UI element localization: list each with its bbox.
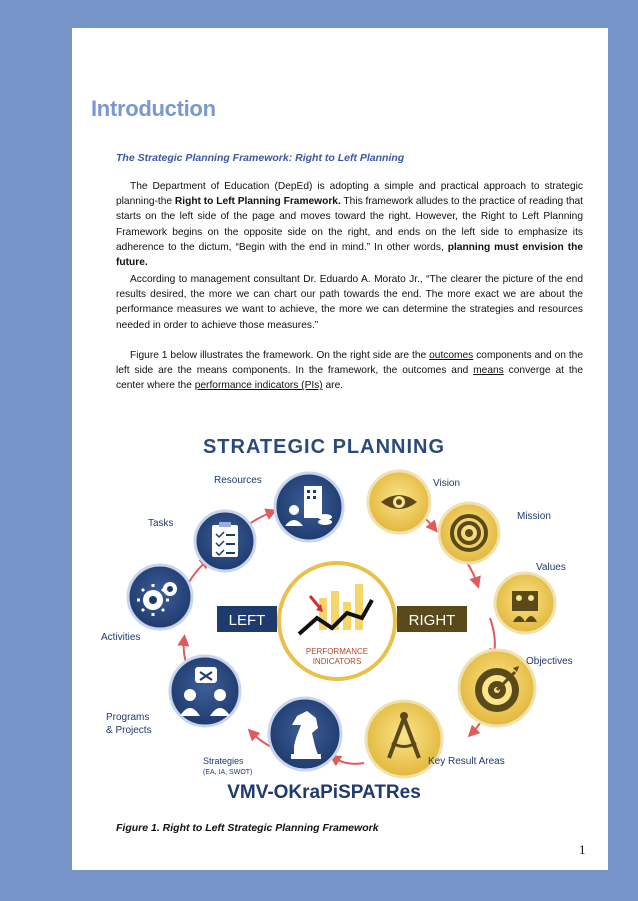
page-heading: Introduction	[91, 96, 216, 121]
p3-underline-pis: performance indicators (PIs)	[194, 380, 323, 392]
p3-text-1: Figure 1 below illustrates the framework. On the right side are the	[130, 350, 430, 361]
p1-text-2: This framework alludes to the practice of reading that starts on the left side of the page and moves toward the right. However, the Right to Left Planning Framework begins on the opposite side on the right, and ends on the left side to emphasize its adherence to the dictum, “Begin with the end in mind.” In other words,	[116, 196, 583, 253]
strategic-planning-figure	[72, 28, 608, 870]
strategies-label: Strategies	[203, 756, 244, 766]
p3-underline-means: means	[473, 365, 504, 377]
p3-text-3: converge at the center where the	[116, 365, 583, 392]
p3-text-2: components and on the left side are the means components. In the framework, the outcomes and	[116, 350, 584, 377]
values-node	[495, 573, 555, 633]
objectives-label: Objectives	[526, 656, 573, 667]
programs-label-2: & Projects	[106, 725, 152, 736]
kra-label: Key Result Areas	[428, 756, 505, 767]
figure-caption: Figure 1. Right to Left Strategic Planning Framework	[116, 822, 379, 834]
p2-text: According to management consultant Dr. Eduardo A. Morato Jr., “The clearer the picture of the end results desired, the more we can chart our path towards the end. The more exact we are about the performance measures we want to achieve, the more we can determine the strategies and resources needed in order to achieve those measures.”	[116, 274, 583, 331]
p1-text-1: The Department of Education (DepEd) is adopting a simple and practical approach to strategic planning-the	[116, 181, 583, 208]
figure-bottom-title: VMV-OKraPiSPATRes	[227, 782, 421, 803]
right-label: RIGHT	[408, 612, 456, 629]
programs-node	[170, 656, 240, 726]
vision-label: Vision	[433, 478, 461, 489]
tasks-node	[195, 511, 255, 571]
tasks-label: Tasks	[148, 518, 174, 529]
clipboard-checklist-icon	[212, 522, 238, 557]
resources-node	[275, 473, 343, 541]
mission-node	[439, 503, 499, 563]
left-label: LEFT	[228, 612, 266, 629]
section-subtitle: The Strategic Planning Framework: Right to Left Planning	[116, 152, 405, 164]
resources-label: Resources	[214, 475, 262, 486]
mission-label: Mission	[517, 511, 551, 522]
values-label: Values	[536, 562, 566, 573]
page-number: 1	[579, 842, 586, 857]
document-page	[72, 28, 608, 870]
figure-title: STRATEGIC PLANNING	[202, 436, 446, 458]
p3-underline-outcomes: outcomes	[429, 350, 474, 361]
strategies-node	[269, 698, 341, 770]
strategies-sublabel: (EA, IA, SWOT)	[203, 769, 253, 776]
center-label-2: INDICATORS	[312, 657, 362, 666]
objectives-node	[459, 650, 535, 726]
vision-node	[368, 471, 430, 533]
p3-text-4: are.	[322, 380, 344, 392]
p1-bold-2: planning must envision the future.	[116, 241, 583, 269]
target-rings-icon	[452, 516, 486, 550]
activities-label: Activities	[101, 632, 141, 643]
p1-bold-1: Right to Left Planning Framework.	[174, 196, 341, 208]
programs-label-1: Programs	[106, 712, 150, 723]
activities-node	[128, 565, 192, 629]
center-label-1: PERFORMANCE	[305, 647, 369, 656]
